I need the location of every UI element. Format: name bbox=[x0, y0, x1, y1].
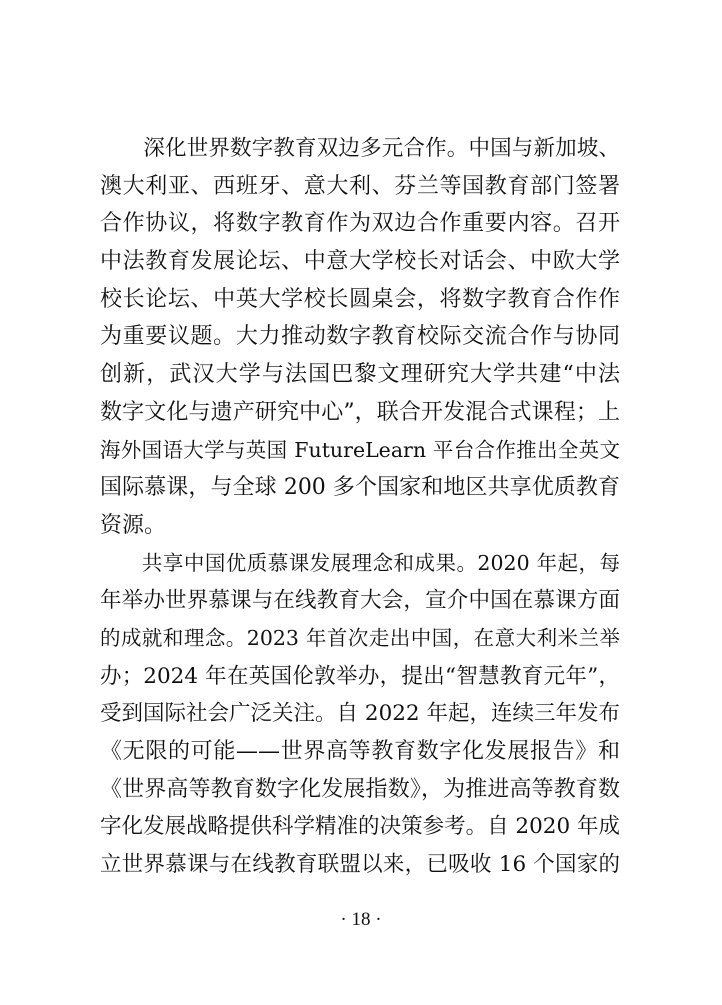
text-line: 深化世界数字教育双边多元合作。中国与新加坡、 bbox=[100, 136, 620, 161]
text-line: 办；2024 年在英国伦敦举办，提出“智慧教育元年”， bbox=[100, 663, 620, 689]
text-line: 立世界慕课与在线教育联盟以来，已吸收 16 个国家的 bbox=[100, 852, 620, 878]
text-line: 中法教育发展论坛、中意大学校长对话会、中欧大学 bbox=[100, 249, 620, 275]
text-line: 为重要议题。大力推动数字教育校际交流合作与协同 bbox=[100, 324, 620, 350]
text-line: 合作协议，将数字教育作为双边合作重要内容。召开 bbox=[100, 211, 620, 237]
text-line: 校长论坛、中英大学校长圆桌会，将数字教育合作作 bbox=[100, 286, 620, 312]
text-line: 《无限的可能——世界高等教育数字化发展报告》和 bbox=[100, 739, 620, 764]
text-line: 国际慕课，与全球 200 多个国家和地区共享优质教育 bbox=[100, 475, 620, 501]
text-line: 的成就和理念。2023 年首次走出中国，在意大利米兰举 bbox=[100, 625, 620, 650]
text-line: 共享中国优质慕课发展理念和成果。2020 年起，每 bbox=[100, 550, 620, 575]
text-line: 受到国际社会广泛关注。自 2022 年起，连续三年发布 bbox=[100, 701, 620, 727]
paragraph-1 bbox=[100, 130, 620, 545]
paragraph-2 bbox=[100, 545, 620, 884]
text-line: 海外国语大学与英国 FutureLearn 平台合作推出全英文 bbox=[100, 437, 620, 462]
body-text bbox=[100, 130, 620, 884]
text-line: 创新，武汉大学与法国巴黎文理研究大学共建“中法 bbox=[100, 362, 620, 388]
text-line: 资源。 bbox=[100, 512, 167, 538]
text-line: 澳大利亚、西班牙、意大利、芬兰等国教育部门签署 bbox=[100, 173, 620, 199]
page-number: · 18 · bbox=[340, 909, 382, 930]
text-line: 《世界高等教育数字化发展指数》，为推进高等教育数 bbox=[100, 776, 620, 802]
text-line: 年举办世界慕课与在线教育大会，宣介中国在慕课方面 bbox=[100, 588, 620, 614]
text-line: 数字文化与遗产研究中心”，联合开发混合式课程；上 bbox=[100, 399, 620, 425]
text-line: 字化发展战略提供科学精准的决策参考。自 2020 年成 bbox=[100, 814, 620, 840]
